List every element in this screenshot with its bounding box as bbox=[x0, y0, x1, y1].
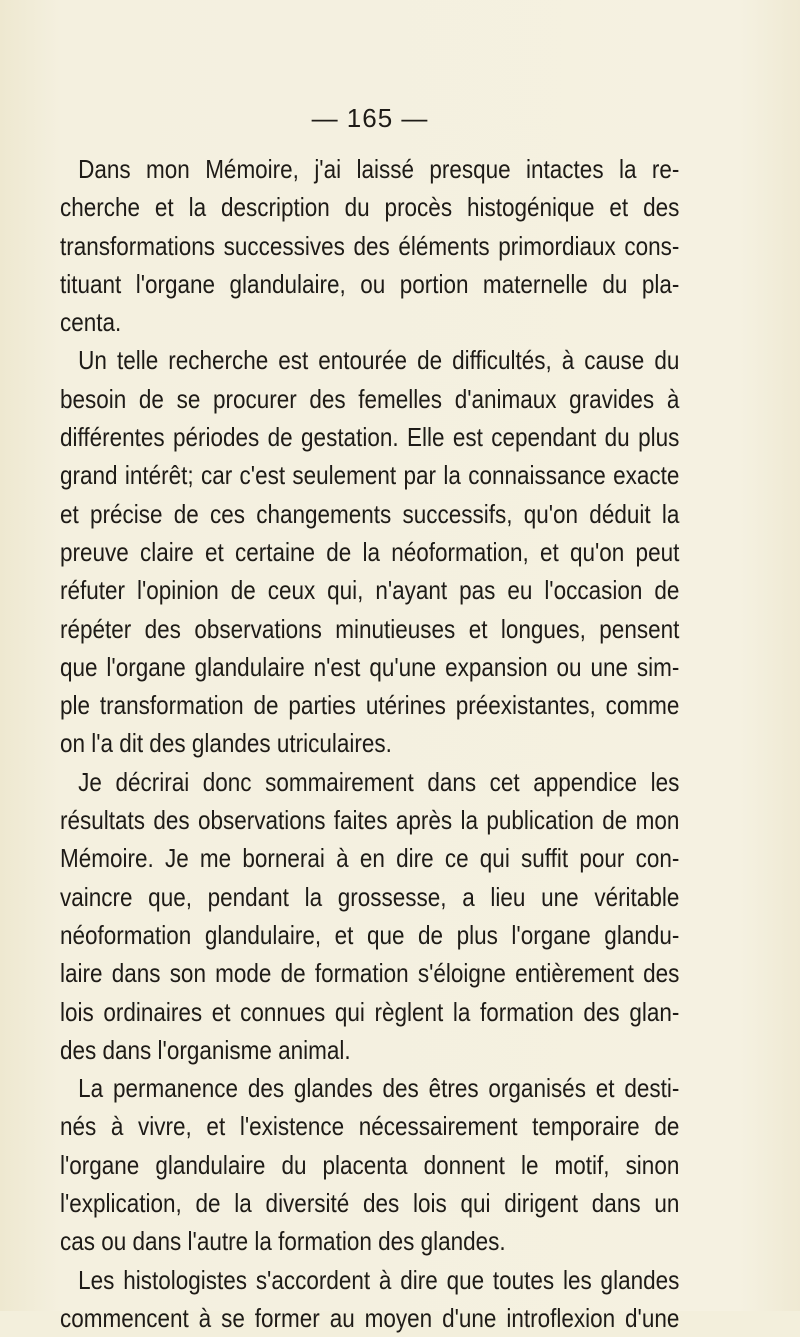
text-line: Je décrirai donc sommairement dans cet appendice les bbox=[78, 766, 680, 797]
text-line: l'explication, de la diversité des lois qui dirigent dans un bbox=[60, 1188, 680, 1219]
text-line: transformations successives des éléments primordiaux cons- bbox=[60, 230, 680, 261]
text-line: vaincre que, pendant la grossesse, a lieu une véritable bbox=[60, 881, 680, 912]
text-line: grand intérêt; car c'est seulement par la connaissance exacte bbox=[60, 460, 680, 491]
text-line: laire dans son mode de formation s'éloigne entièrement des bbox=[60, 958, 680, 989]
text-line: néoformation glandulaire, et que de plus l'organe glandu- bbox=[60, 919, 680, 950]
text-line: l'organe glandulaire du placenta donnent le motif, sinon bbox=[60, 1149, 680, 1180]
text-line: Mémoire. Je me bornerai à en dire ce qui suffit pour con- bbox=[60, 843, 680, 874]
text-line: résultats des observations faites après la publication de mon bbox=[60, 805, 680, 836]
text-line: centa. bbox=[60, 307, 122, 338]
text-line: cherche et la description du procès histogénique et des bbox=[60, 192, 680, 223]
text-line: ple transformation de parties utérines préexistantes, comme bbox=[60, 690, 680, 721]
text-line: des dans l'organisme animal. bbox=[60, 1034, 351, 1065]
text-line: tituant l'organe glandulaire, ou portion maternelle du pla- bbox=[60, 268, 680, 299]
text-line: et précise de ces changements successifs, qu'on déduit la bbox=[60, 498, 680, 529]
body-text bbox=[60, 150, 680, 1337]
text-line: différentes périodes de gestation. Elle est cependant du plus bbox=[60, 422, 680, 453]
text-line: cas ou dans l'autre la formation des glandes. bbox=[60, 1226, 506, 1257]
text-line: Un telle recherche est entourée de difficultés, à cause du bbox=[78, 345, 680, 376]
text-line: commencent à se former au moyen d'une introflexion d'une bbox=[60, 1302, 680, 1333]
text-line: réfuter l'opinion de ceux qui, n'ayant pas eu l'occasion de bbox=[60, 575, 680, 606]
text-line: preuve claire et certaine de la néoformation, et qu'on peut bbox=[60, 536, 680, 567]
text-line: La permanence des glandes des êtres organisés et desti- bbox=[78, 1073, 680, 1104]
text-line: que l'organe glandulaire n'est qu'une expansion ou une sim- bbox=[60, 651, 680, 682]
text-line: Les histologistes s'accordent à dire que toutes les glandes bbox=[78, 1264, 680, 1295]
page-number: — 165 — bbox=[311, 103, 429, 133]
text-line: répéter des observations minutieuses et longues, pensent bbox=[60, 613, 680, 644]
text-line: besoin de se procurer des femelles d'animaux gravides à bbox=[60, 383, 680, 414]
text-line: nés à vivre, et l'existence nécessairement temporaire de bbox=[60, 1111, 680, 1142]
text-line: Dans mon Mémoire, j'ai laissé presque intactes la re- bbox=[78, 154, 680, 184]
text-line: lois ordinaires et connues qui règlent la formation des glan- bbox=[60, 996, 680, 1027]
text-line: on l'a dit des glandes utriculaires. bbox=[60, 728, 392, 759]
